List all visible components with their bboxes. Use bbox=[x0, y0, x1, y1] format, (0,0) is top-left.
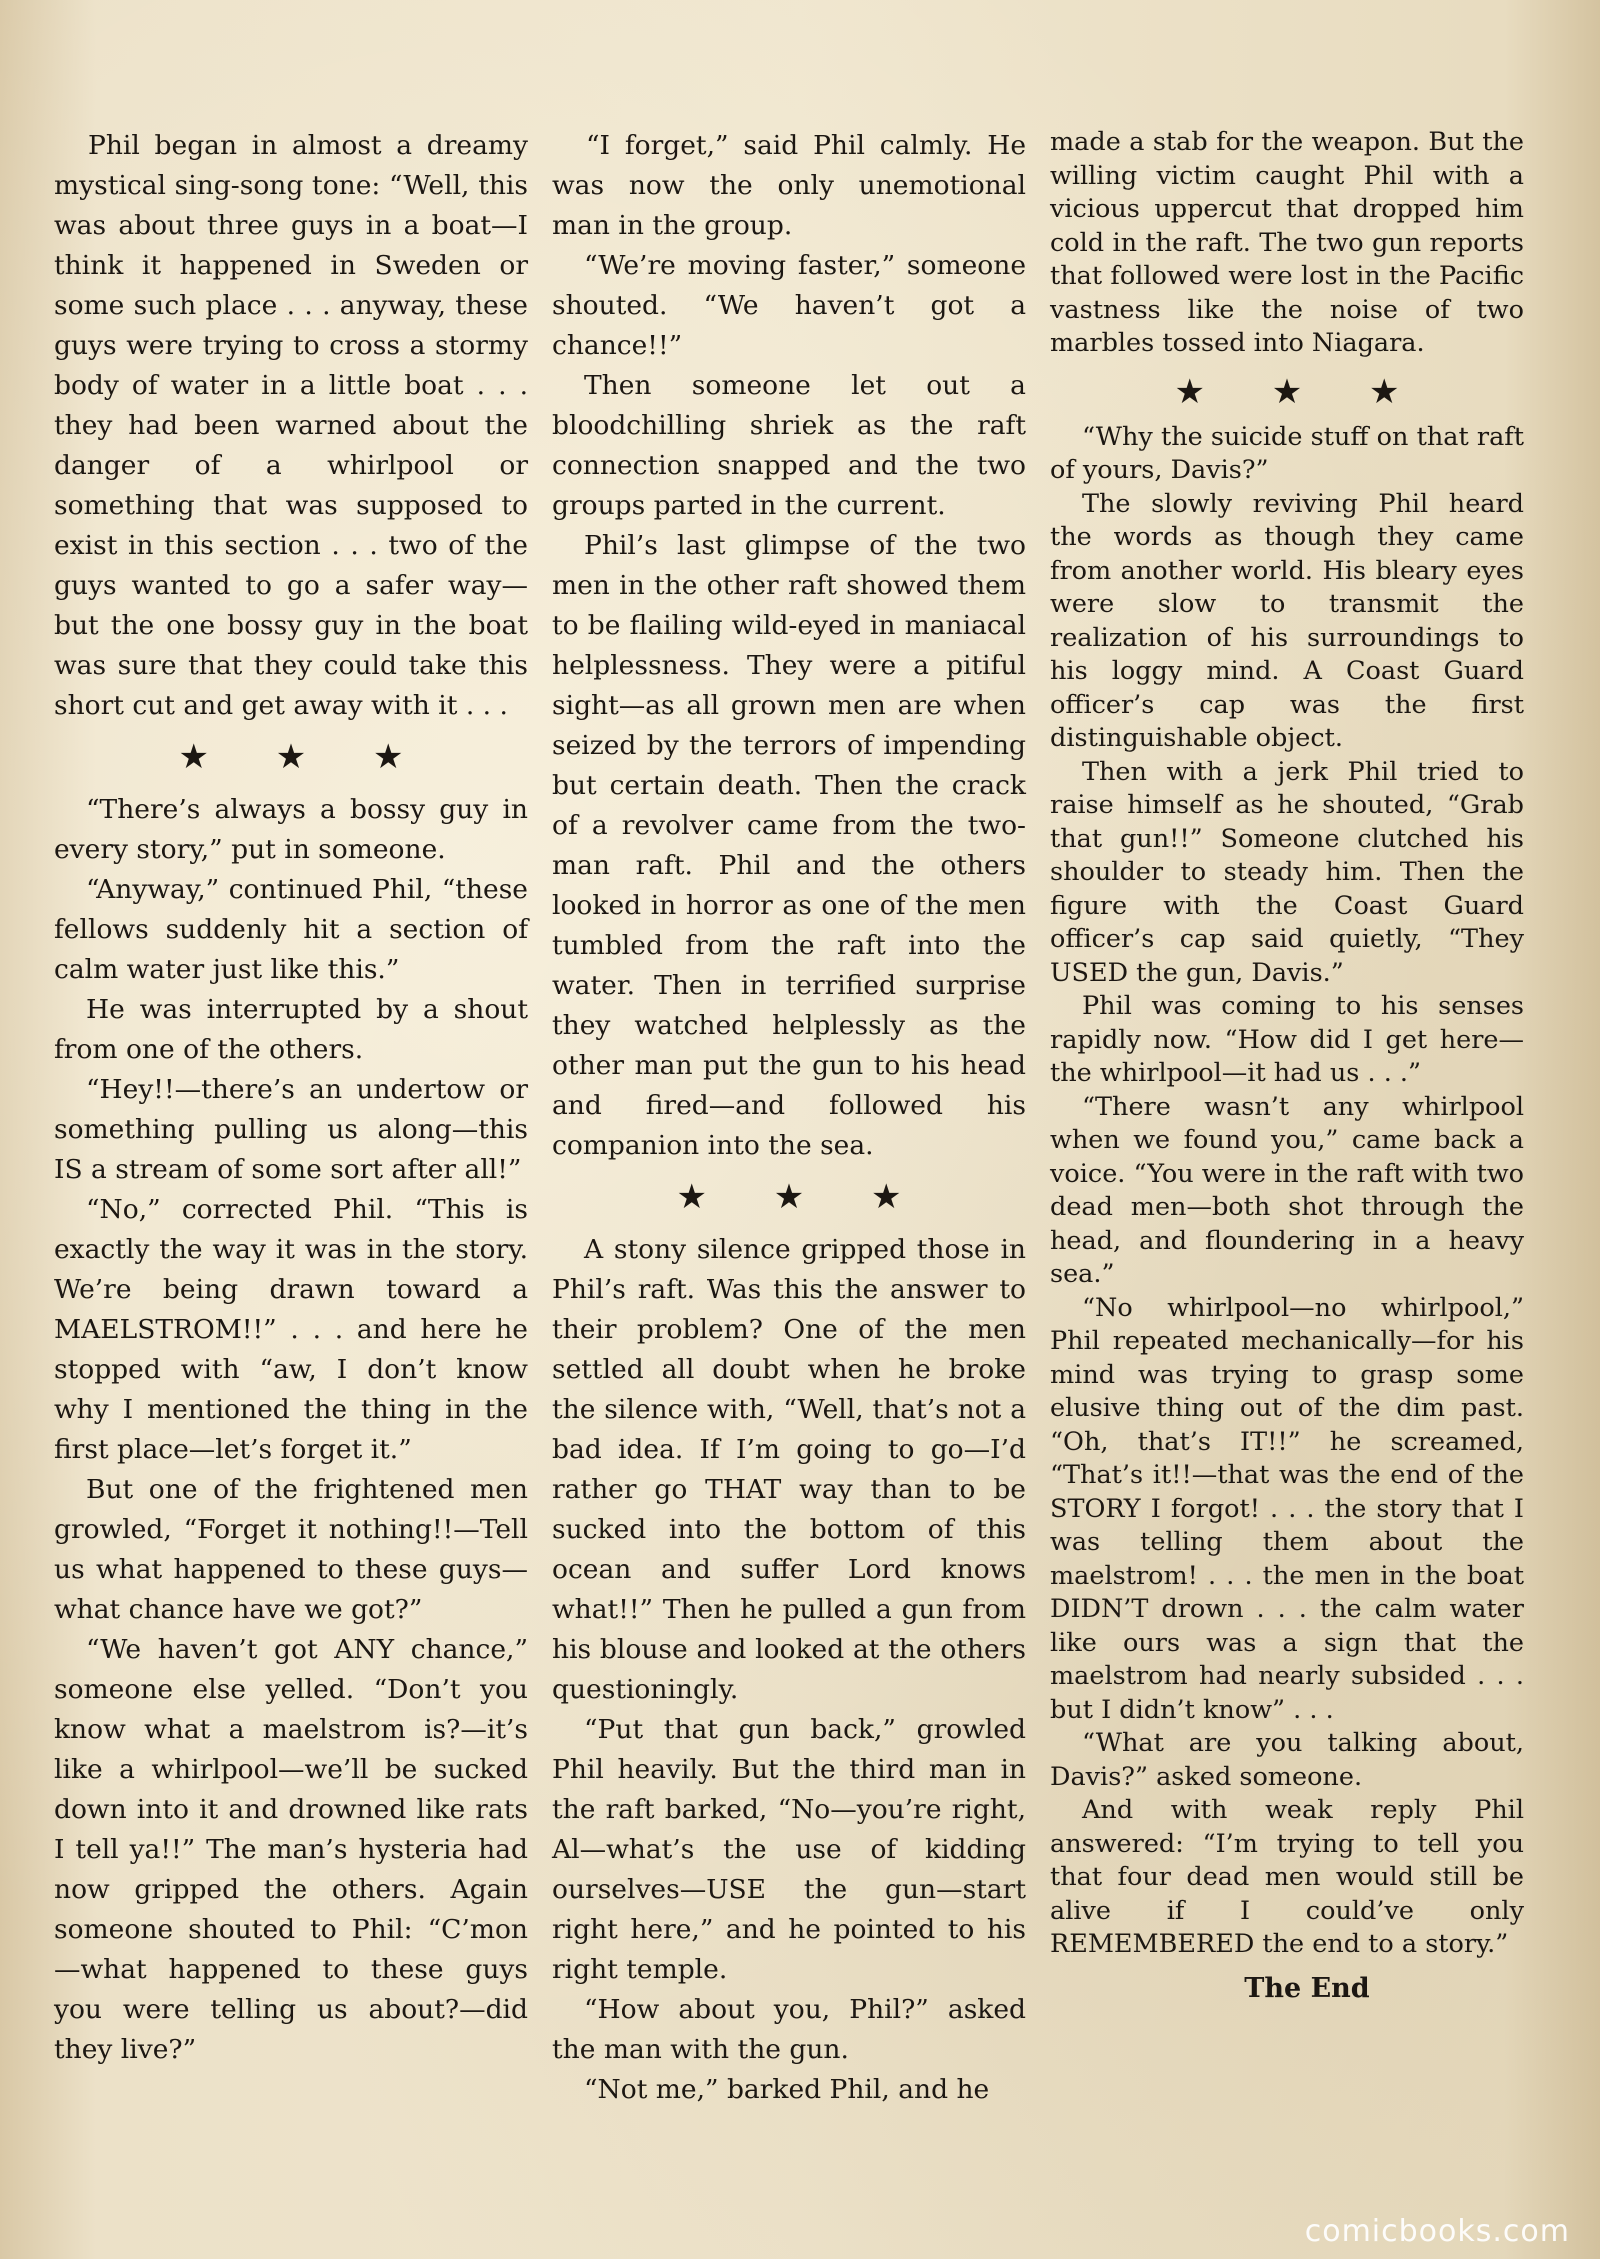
text-column-2 bbox=[552, 126, 1026, 2110]
text-column-1 bbox=[54, 126, 528, 2070]
paragraph: Then someone let out a bloodchilling shriek as the raft connection snapped and the two groups parted in the current. bbox=[552, 370, 1026, 521]
paragraph: “Why the suicide stuff on that raft of yours, Davis?” bbox=[1050, 421, 1524, 485]
paragraph: “We haven’t got ANY chance,” someone else yelled. “Don’t you know what a maelstrom is?—it’s like a whirlpool—we’ll be sucked down into it and drowned like rats I tell ya!!” The man’s hysteria had now gripped the others. Again someone shouted to Phil: “C’mon—what happened to these guys you were telling us about?—did they live?” bbox=[54, 1634, 528, 2065]
paragraph: made a stab for the weapon. But the willing victim caught Phil with a vicious uppercut that dropped him cold in the raft. The two gun reports that followed were lost in the Pacific vastness like the noise of two marbles tossed into Niagara. bbox=[1050, 127, 1524, 358]
paragraph: “What are you talking about, Davis?” asked someone. bbox=[1050, 1728, 1524, 1792]
paragraph: “No,” corrected Phil. “This is exactly the way it was in the story. We’re being drawn toward a MAELSTROM!!” . . . and here he stopped with “aw, I don’t know why I mentioned the thing in the first place—let’s forget it.” bbox=[54, 1194, 528, 1465]
paragraph: “Anyway,” continued Phil, “these fellows suddenly hit a section of calm water just like this.” bbox=[54, 874, 528, 985]
paragraph: “I forget,” said Phil calmly. He was now the only unemotional man in the group. bbox=[552, 130, 1026, 241]
paragraph: Phil’s last glimpse of the two men in the other raft showed them to be flailing wild-eyed in maniacal helplessness. They were a pitiful sight—as all grown men are when seized by the terrors of impending but certain death. Then the crack of a revolver came from the two-man raft. Phil and the others looked in horror as one of the men tumbled from the raft into the water. Then in terrified surprise they watched helplessly as the other man put the gun to his head and fired—and followed his companion into the sea. bbox=[552, 530, 1026, 1161]
section-break-stars: ★ ★ ★ bbox=[1174, 371, 1428, 412]
text-column-3 bbox=[1050, 126, 1524, 2005]
paragraph: “How about you, Phil?” asked the man with the gun. bbox=[552, 1994, 1026, 2065]
paragraph: Phil was coming to his senses rapidly now. “How did I get here—the whirlpool—it had us . . .” bbox=[1050, 991, 1524, 1088]
paragraph: Phil began in almost a dreamy mystical sing-song tone: “Well, this was about three guys in a boat—I think it happened in Sweden or some such place . . . anyway, these guys were trying to cross a stormy body of water in a little boat . . . they had been warned about the danger of a whirlpool or something that was supposed to exist in this section . . . two of the guys wanted to go a safer way—but the one bossy guy in the boat was sure that they could take this short cut and get away with it . . . bbox=[54, 130, 528, 721]
paragraph: He was interrupted by a shout from one of the others. bbox=[54, 994, 528, 1065]
paragraph: But one of the frightened men growled, “Forget it nothing!!—Tell us what happened to these guys—what chance have we got?” bbox=[54, 1474, 528, 1625]
watermark: comicbooks.com bbox=[1304, 2214, 1570, 2249]
paragraph: “Put that gun back,” growled Phil heavily. But the third man in the raft barked, “No—you’re right, Al—what’s the use of kidding ourselves—USE the gun—start right here,” and he pointed to his right temple. bbox=[552, 1714, 1026, 1985]
paragraph: “No whirlpool—no whirlpool,” Phil repeated mechanically—for his mind was trying to grasp some elusive thing out of the dim past. “Oh, that’s IT!!” he screamed, “That’s it!!—that was the end of the STORY I forgot! . . . the story that I was telling them about the maelstrom! . . . the men in the boat DIDN’T drown . . . the calm water like ours was a sign that the maelstrom had nearly subsided . . . but I didn’t know” . . . bbox=[1050, 1292, 1524, 1725]
paragraph: “There wasn’t any whirlpool when we found you,” came back a voice. “You were in the raft with two dead men—both shot through the head, and floundering in a heavy sea.” bbox=[1050, 1091, 1524, 1289]
paragraph: “There’s always a bossy guy in every story,” put in someone. bbox=[54, 794, 528, 865]
paragraph: Then with a jerk Phil tried to raise himself as he shouted, “Grab that gun!!” Someone clutched his shoulder to steady him. Then the figure with the Coast Guard officer’s cap said quietly, “They USED the gun, Davis.” bbox=[1050, 756, 1524, 988]
paragraph: A stony silence gripped those in Phil’s raft. Was this the answer to their problem? One of the men settled all doubt when he broke the silence with, “Well, that’s not a bad idea. If I’m going to go—I’d rather go THAT way than to be sucked into the bottom of this ocean and suffer Lord knows what!!” Then he pulled a gun from his blouse and looked at the others questioningly. bbox=[552, 1234, 1026, 1705]
paragraph: And with weak reply Phil answered: “I’m trying to tell you that four dead men would still be alive if I could’ve only REMEMBERED the end to a story.” bbox=[1050, 1795, 1524, 1959]
section-break-stars: ★ ★ ★ bbox=[178, 737, 432, 777]
section-break-stars: ★ ★ ★ bbox=[676, 1177, 930, 1217]
paragraph: “We’re moving faster,” someone shouted. “We haven’t got a chance!!” bbox=[552, 250, 1026, 361]
paragraph: “Hey!!—there’s an undertow or something pulling us along—this IS a stream of some sort after all!” bbox=[54, 1074, 528, 1185]
paragraph: “Not me,” barked Phil, and he bbox=[584, 2074, 990, 2105]
the-end-label: The End bbox=[1244, 1972, 1370, 2004]
paragraph: The slowly reviving Phil heard the words as though they came from another world. His bleary eyes were slow to transmit the realization of his surroundings to his loggy mind. A Coast Guard officer’s cap was the first distinguishable object. bbox=[1050, 488, 1524, 753]
